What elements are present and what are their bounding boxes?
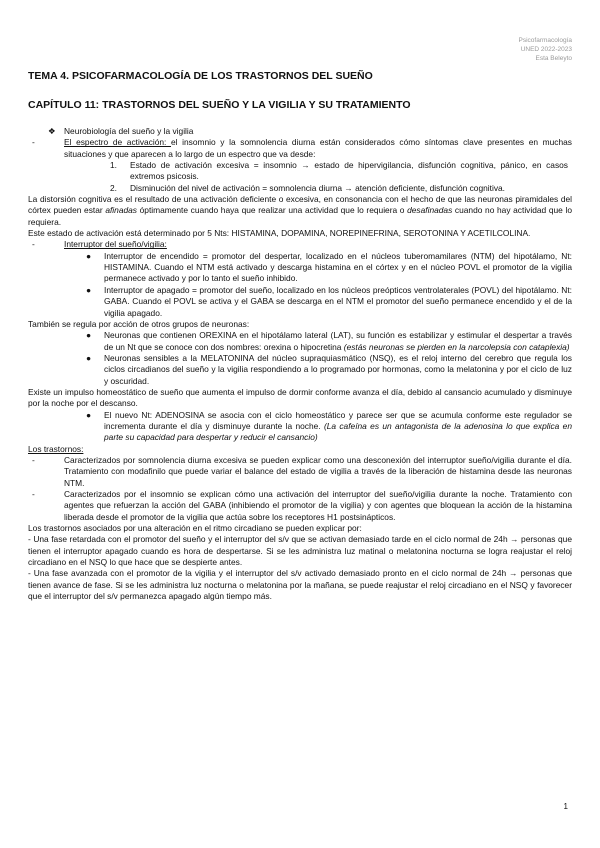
dot-bullet-icon: ●	[86, 352, 92, 363]
dash-bullet: -	[32, 489, 35, 499]
numbered-item	[28, 160, 568, 183]
dot-bullet-icon: ●	[86, 330, 92, 341]
item-number: 2.	[110, 182, 117, 193]
ritmo-paragraph: Los trastornos asociados por una alteración en el ritmo circadiano se pueden explicar por:	[28, 523, 362, 534]
orexina-note: (estás neuronas se pierden en la narcolepsia con cataplexia)	[343, 341, 570, 352]
dot-bullet-icon: ●	[86, 409, 92, 420]
espectro-item	[28, 137, 572, 160]
distorsion-text-c: cuando no hay actividad que lo requiera.	[28, 205, 572, 227]
trastorno-item	[28, 455, 572, 489]
tambien-paragraph: También se regula por acción de otros grupos de neuronas:	[28, 318, 250, 329]
numbered-item	[28, 183, 568, 194]
topic-title: TEMA 4. PSICOFARMACOLOGÍA DE LOS TRASTORNOS DEL SUEÑO	[28, 70, 373, 82]
distorsion-text-a: La distorsión cognitiva es el resultado de una activación deficiente o excesiva, en consonancia con el hecho de que las neuronas piramidales del córtex pueden estar	[28, 194, 572, 216]
melatonina-item	[28, 353, 572, 387]
interruptor-label: Interruptor del sueño/vigilia:	[64, 239, 167, 250]
running-header	[519, 36, 572, 63]
item-number: 1.	[110, 160, 117, 171]
item-text: Disminución del nivel de activación = somnolencia diurna → atención deficiente, disfunción cognitiva.	[130, 182, 505, 193]
item-text: Estado de activación excesiva = insomnio → estado de hipervigilancia, disfunción cognitiva, pánico, en casos extremos psicosis.	[130, 160, 568, 182]
trastorno-text: Caracterizados por el insomnio se explican cómo una activación del interruptor del sueño/vigilia durante la noche. Tratamiento con agentes que refuerzan la acción del GABA (inhibiendo el promotor de la vigilia) y con agentes que bloquean la acción de la histamina liberada desde el promotor de la vigilia que actúa sobre los receptores H1 postsinápticos.	[64, 489, 572, 522]
chapter-title: CAPÍTULO 11: TRASTORNOS DEL SUEÑO Y LA VIGILIA Y SU TRATAMIENTO	[28, 99, 411, 111]
adenosina-note: (La cafeína es un antagonista de la adenosina lo que explica en parte su capacidad para despertar y reducir el cansancio)	[104, 420, 572, 443]
trastorno-text: Caracterizados por somnolencia diurna excesiva se pueden explicar como una desconexión del interruptor sueño/vigilia durante el día. Tratamiento con modafinilo que puede variar el balance del estado de vigilia a través de la liberación de histamina desde las neuronas NTM.	[64, 454, 572, 488]
estado-paragraph: Este estado de activación está determinado por 5 Nts: HISTAMINA, DOPAMINA, NOREPINEFRINA, SEROTONINA Y ACETILCOLINA.	[28, 228, 531, 239]
encendido-item	[28, 251, 572, 285]
distorsion-italic-desafinadas: desafinadas	[407, 205, 453, 216]
adenosina-item	[28, 410, 572, 444]
espectro-label: El espectro de activación:	[64, 137, 171, 148]
header-author: Esta Beleyto	[535, 55, 572, 62]
dash-bullet: -	[32, 137, 35, 148]
document-body	[28, 126, 572, 602]
dot-bullet-icon: ●	[86, 250, 92, 261]
trastornos-heading: Los trastornos:	[28, 443, 84, 454]
orexina-text: Neuronas que contienen OREXINA en el hipotálamo lateral (LAT), su función es estabilizar y estimular el despertar a través de un Nt que se conoce con dos nombres: orexina o hipocretina	[104, 330, 572, 352]
apagado-item	[28, 285, 572, 319]
impulso-paragraph: Existe un impulso homeostático de sueño que aumenta el impulso de dormir conforme avanza el día, debido al cansancio acumulado y disminuye por la noche por el descanso.	[28, 386, 572, 409]
distorsion-text-b: óptimamente cuando haya que realizar una actividad que lo requiera o	[136, 205, 408, 216]
header-course: UNED 2022-2023	[520, 46, 572, 53]
trastorno-item	[28, 489, 572, 523]
melatonina-text: Neuronas sensibles a la MELATONINA del núcleo supraquiasmático (NSQ), es el reloj interno del cerebro que regula los ciclos circadianos del sueño y la vigilia respondiendo a lo programado por hormonas, como la melatonina y por el ciclo de luz y oscuridad.	[104, 352, 572, 386]
encendido-text: Interruptor de encendido = promotor del despertar, localizado en el núcleos tuberomamilares (NTM) del hipotálamo, Nt: HISTAMINA. Cuando el NTM está activado y descarga histamina en el córtex y en el núcleo POVL el promotor de la vigilia permanece activado y por lo tanto el sueño inhibido.	[104, 250, 572, 284]
diamond-bullet-icon: ❖	[48, 126, 56, 136]
page-number: 1	[563, 802, 568, 811]
orexina-item	[28, 330, 572, 353]
header-subject: Psicofarmacología	[518, 37, 572, 44]
fase-avanzada-paragraph: - Una fase avanzada con el promotor de la vigilia y el interruptor del s/v activado demasiado pronto en el ciclo normal de 24h → personas que tienen avance de fase. Si se les administra luz nocturna o melatonina por la mañana, se puede reajustar el reloj circadiano en el NSQ y favorecer que el interruptor del s/v permanezca apagado algún tiempo más.	[28, 568, 572, 602]
dot-bullet-icon: ●	[86, 284, 92, 295]
espectro-text: el insomnio y la somnolencia diurna están considerados cómo síntomas clave presentes en muchas situaciones y que aparecen a lo largo de un espectro que va desde:	[64, 137, 572, 159]
dash-bullet: -	[32, 454, 35, 465]
adenosina-text: El nuevo Nt: ADENOSINA se asocia con el ciclo homeostático y parece ser que se acumula conforme este regulador se incrementa durante el día y disminuye durante la noche.	[104, 409, 572, 431]
section-heading-neuro	[28, 126, 572, 137]
fase-retardada-paragraph: - Una fase retardada con el promotor del sueño y el interruptor del s/v que se activan demasiado tarde en el ciclo normal de 24h → personas que tienen el interruptor apagado cuando es hora de despertarse. Si se les administra luz matinal o melatonina nocturna se logra reajustar el reloj circadiano en el NSQ lo que hace que se despierte antes.	[28, 534, 572, 568]
interruptor-item	[28, 239, 572, 250]
neuro-heading: Neurobiología del sueño y la vigilia	[64, 126, 194, 136]
distorsion-paragraph	[28, 194, 572, 228]
apagado-text: Interruptor de apagado = promotor del sueño, localizado en los núcleos preópticos ventrolaterales (POVL) del hipotálamo. Nt: GABA. Cuando el POVL se activa y el GABA se descarga en el NTM el promotor del sueño permanece encendido y el de la vigilia apagado.	[104, 284, 572, 318]
dash-bullet: -	[32, 239, 35, 250]
distorsion-italic-afinadas: afinadas	[105, 205, 137, 216]
